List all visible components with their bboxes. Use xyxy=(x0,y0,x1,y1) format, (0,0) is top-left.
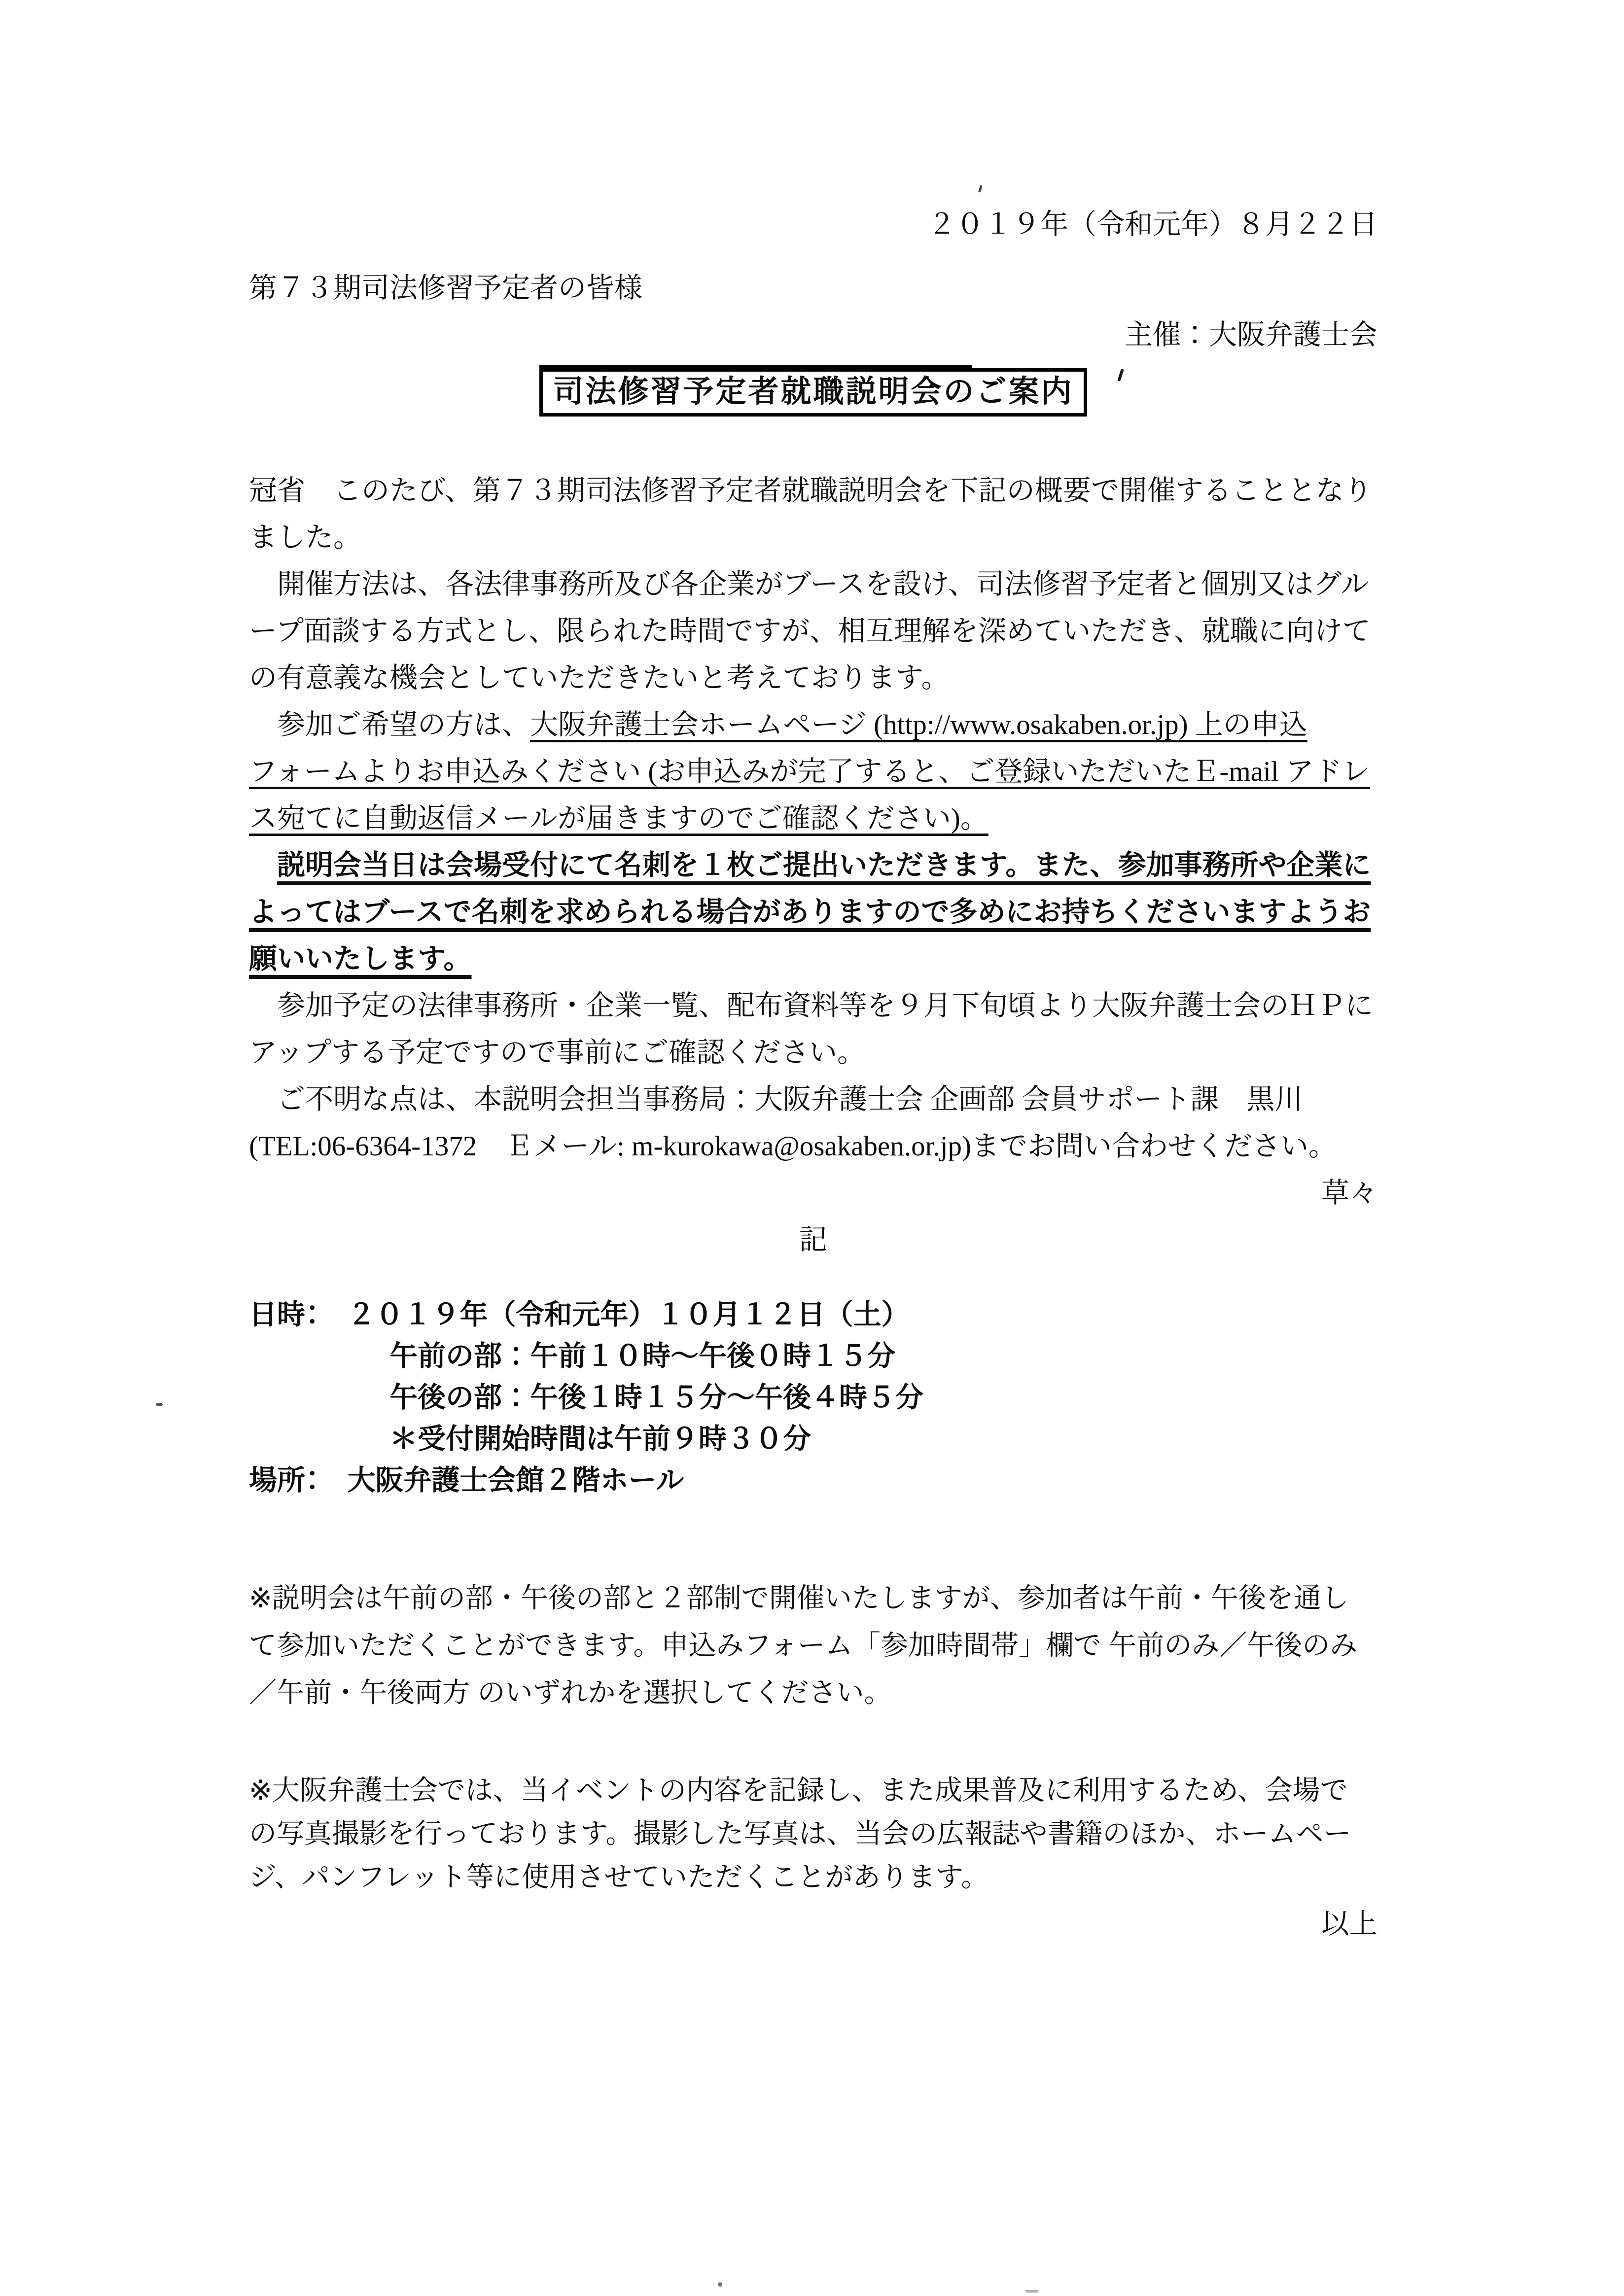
text-segment: 記 xyxy=(799,1224,827,1255)
text-line xyxy=(249,1460,1377,1501)
text-line xyxy=(249,1170,1377,1217)
text-segment: ＊受付開始時間は午前９時３０分 xyxy=(249,1423,811,1455)
text-segment: フォームよりお申込みください (お申込みが完了すると、ご登録いただいたＥ-mail アドレ xyxy=(249,756,1370,787)
text-segment: 参加ご希望の方は、 xyxy=(249,709,530,740)
addressee-line: 第７３期司法修習予定者の皆様 xyxy=(249,273,642,304)
text-segment: ました。 xyxy=(249,522,361,553)
scan-artifact xyxy=(1025,2290,1038,2293)
text-segment: よってはブースで名刺を求められる場合がありますので多めにお持ちくださいますようお xyxy=(249,896,1371,928)
scan-artifact xyxy=(156,1403,163,1406)
text-line xyxy=(249,889,1377,936)
text-line xyxy=(249,795,1377,842)
text-line xyxy=(249,1335,1377,1377)
text-line xyxy=(249,514,1377,561)
document-date: ２０１９年（令和元年）８月２２日 xyxy=(928,209,1377,240)
letter-body xyxy=(249,467,1377,1263)
text-segment: (TEL:06-6364-1372 Ｅメール: m-kurokawa@osakaben.or.jp)までお問い合わせください。 xyxy=(249,1131,1337,1162)
text-line xyxy=(249,1855,1377,1899)
text-line xyxy=(249,936,1377,982)
text-line xyxy=(249,1029,1377,1076)
text-line xyxy=(249,1076,1377,1123)
text-line xyxy=(249,1418,1377,1460)
text-line xyxy=(249,1669,1377,1716)
note-photography xyxy=(249,1769,1377,1899)
text-line xyxy=(249,748,1377,795)
text-line xyxy=(249,1217,1377,1263)
note-two-part-system xyxy=(249,1574,1377,1716)
text-segment: 午後の部：午後１時１５分～午後４時５分 xyxy=(249,1382,923,1413)
letter-content xyxy=(249,0,1377,1946)
schedule-block xyxy=(249,1294,1377,1501)
text-segment: 冠省 このたび、第７３期司法修習予定者就職説明会を下記の概要で開催することとなり xyxy=(249,475,1372,506)
text-line xyxy=(249,982,1377,1029)
text-line xyxy=(249,1769,1377,1812)
text-segment: 午前の部：午前１０時～午後０時１５分 xyxy=(249,1340,895,1372)
text-segment: アップする予定ですので事前にご確認ください。 xyxy=(249,1037,866,1068)
organizer-line: 主催：大阪弁護士会 xyxy=(1125,319,1377,350)
text-segment: 説明会当日は会場受付にて名刺を１枚ご提出いただきます。また、参加事務所や企業に xyxy=(277,849,1371,881)
text-segment: 場所： 大阪弁護士会館２階ホール xyxy=(249,1464,684,1496)
text-line xyxy=(249,842,1377,889)
text-segment: ※説明会は午前の部・午後の部と２部制で開催いたしますが、参加者は午前・午後を通し xyxy=(249,1582,1349,1613)
text-line xyxy=(249,655,1377,701)
text-segment: 参加予定の法律事務所・企業一覧、配布資料等を９月下旬頃より大阪弁護士会のＨＰに xyxy=(249,990,1373,1021)
scan-artifact xyxy=(718,2282,722,2287)
text-line xyxy=(249,561,1377,608)
document-title: 司法修習予定者就職説明会のご案内 xyxy=(539,368,1087,417)
closing-ijou: 以上 xyxy=(1321,1909,1377,1940)
text-line xyxy=(249,1377,1377,1418)
text-segment: ※大阪弁護士会では、当イベントの内容を記録し、また成果普及に利用するため、会場で xyxy=(249,1774,1348,1806)
text-line xyxy=(249,1294,1377,1335)
text-segment: の有意義な機会としていただきたいと考えております。 xyxy=(249,662,950,694)
title-wrap xyxy=(249,368,1377,420)
text-line xyxy=(249,1812,1377,1855)
text-segment: ープ面談する方式とし、限られた時間ですが、相互理解を深めていただき、就職に向けて xyxy=(249,616,1371,647)
text-segment: ジ、パンフレット等に使用させていただくことがあります。 xyxy=(249,1861,989,1892)
text-segment: 草々 xyxy=(1321,1178,1377,1209)
text-line xyxy=(249,1622,1377,1669)
text-segment: て参加いただくことができます。申込みフォーム「参加時間帯」欄で 午前のみ／午後のみ xyxy=(249,1630,1358,1661)
text-line xyxy=(249,701,1377,748)
text-segment: ス宛てに自動返信メールが届きますのでご確認ください)。 xyxy=(249,803,989,834)
text-line xyxy=(249,1123,1377,1170)
text-segment: 願いいたします。 xyxy=(249,943,472,974)
text-segment: の写真撮影を行っております。撮影した写真は、当会の広報誌や書籍のほか、ホームペー xyxy=(249,1818,1351,1849)
text-segment: 日時： ２０１９年（令和元年）１０月１２日（土） xyxy=(249,1299,910,1330)
text-line xyxy=(249,467,1377,514)
text-segment: 開催方法は、各法律事務所及び各企業がブースを設け、司法修習予定者と個別又はグル xyxy=(249,569,1369,600)
text-segment: ／午前・午後両方 のいずれかを選択してください。 xyxy=(249,1677,892,1708)
text-segment xyxy=(249,850,277,881)
text-segment: ご不明な点は、本説明会担当事務局：大阪弁護士会 企画部 会員サポート課 黒川 xyxy=(249,1084,1303,1115)
text-segment: 大阪弁護士会ホームページ (http://www.osakaben.or.jp) 上の申込 xyxy=(530,709,1307,740)
text-line xyxy=(249,1574,1377,1622)
text-line xyxy=(249,608,1377,655)
